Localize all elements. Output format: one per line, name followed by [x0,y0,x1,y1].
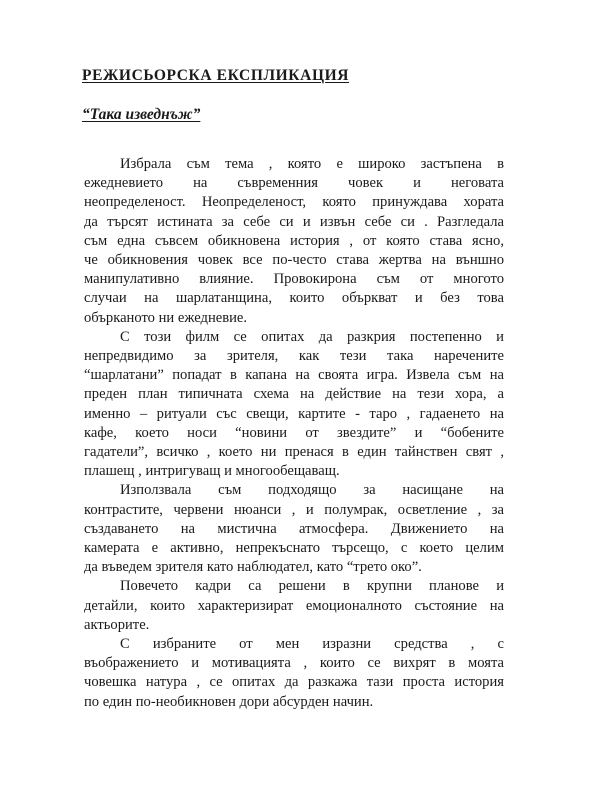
text-line: неопределеност. Неопределеност, която принуждава хората [84,194,504,211]
text-line: плашещ , интригуващ и многообещаващ. [84,463,340,480]
text-line: Избрала съм тема , която е широко застъпена в [120,156,504,172]
text-line: съм една съвсем обикновена история , от която става ясно, [84,232,504,249]
text-line: “шарлатани” попадат в капана на своята игра. Извела съм на [84,367,504,384]
text-line: детайли, които характеризират емоционалното състояние на [84,597,504,614]
text-line: Използвала съм подходящо за насищане на [120,482,504,499]
document-subtitle: “Така изведнъж” [82,106,201,123]
paragraph [84,577,504,635]
paragraph [84,635,504,712]
paragraph [84,481,504,577]
text-line: преден план типичната схема на действие на тези хора, а [84,386,504,403]
text-line: случаи на шарлатанщина, които объркват и без това [84,290,504,307]
text-line: ежедневието на съвременния човек и неговата [84,175,504,192]
text-line: кафе, което носи “новини от звездите” и “бобените [84,424,504,441]
text-line: да въведем зрителя като наблюдател, като “трето око”. [84,559,422,576]
text-line: че обикновения човек все по-често става жертва на външно [84,252,504,269]
text-line: въображението и мотивацията , които се вихрят в моята [84,655,504,672]
paragraph [84,155,504,328]
text-line: актьорите. [84,616,150,633]
text-line: гадатели”, всичко , което ни пренася в един тайнствен свят , [84,444,504,461]
text-line: човешка натура , се опитах да разкажа тази проста история [84,674,504,691]
text-line: непредвидимо за зрителя, как тези така наречените [84,348,504,365]
document-body [84,155,504,712]
text-line: С този филм се опитах да разкрия постепенно и [120,328,504,345]
text-line: контрастите, червени нюанси , и полумрак, осветление , за [84,501,504,518]
text-line: именно – ритуали със свещи, картите - таро , гадаенето на [84,405,504,422]
text-line: да търсят истината за себе си и извън себе си . Разгледала [84,213,504,230]
text-line: С избраните от мен изразни средства , с [120,636,504,653]
text-line: камерата е активно, непрекъснато търсещо, с което целим [84,540,504,557]
text-line: обърканото ни ежедневие. [84,309,248,326]
text-line: създаването на мистична атмосфера. Движението на [84,520,504,537]
text-line: по един по-необикновен дори абсурден начин. [84,693,374,710]
text-line: манипулативно влияние. Провокирона съм от многото [84,271,504,288]
paragraph [84,328,504,482]
document-title: РЕЖИСЬОРСКА ЕКСПЛИКАЦИЯ [82,67,350,84]
text-line: Повечето кадри са решени в крупни планове и [120,578,504,595]
